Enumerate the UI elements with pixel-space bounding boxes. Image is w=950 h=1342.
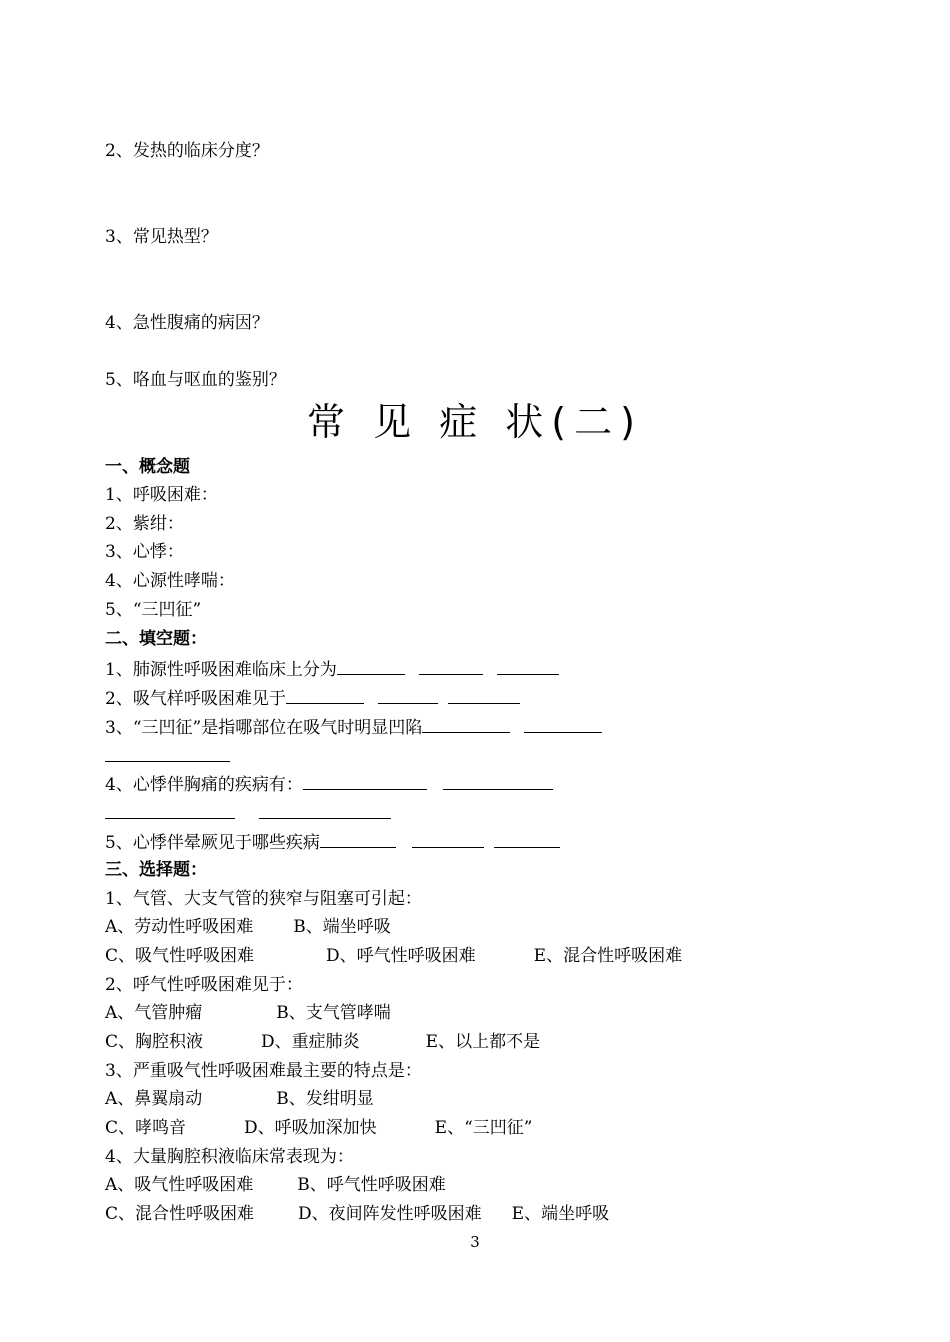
- fill-item: [105, 831, 560, 853]
- question-item: 2、发热的临床分度？: [105, 141, 269, 161]
- option-e[interactable]: E、以上都不是: [425, 1032, 541, 1052]
- fill-item: [105, 687, 520, 709]
- choice-options-row: [105, 917, 391, 937]
- question-item: 5、咯血与呕血的鉴别？: [105, 370, 286, 390]
- fill-continuation: [105, 802, 391, 824]
- choice-question-stem: 4、大量胸腔积液临床常表现为：: [105, 1147, 354, 1167]
- option-a[interactable]: A、劳动性呼吸困难: [105, 917, 254, 937]
- option-e[interactable]: E、端坐呼吸: [511, 1204, 610, 1224]
- fill-item-text: 2、吸气样呼吸困难见于: [105, 689, 286, 709]
- option-d[interactable]: D、重症肺炎: [261, 1032, 360, 1052]
- question-item: 4、急性腹痛的病因？: [105, 313, 269, 333]
- concept-item: 1、呼吸困难：: [105, 485, 218, 505]
- option-b[interactable]: B、支气管哮喘: [276, 1003, 391, 1023]
- section-heading: 二、填空题：: [105, 629, 207, 649]
- choice-question-stem: 2、呼气性呼吸困难见于：: [105, 975, 303, 995]
- option-b[interactable]: B、呼气性呼吸困难: [297, 1175, 446, 1195]
- option-a[interactable]: A、气管肿瘤: [105, 1003, 203, 1023]
- option-b[interactable]: B、端坐呼吸: [293, 917, 391, 937]
- option-d[interactable]: D、呼气性呼吸困难: [326, 946, 476, 966]
- fill-item-text: 3、“三凹征”是指哪部位在吸气时明显凹陷: [105, 718, 423, 738]
- concept-item: 3、心悸：: [105, 542, 184, 562]
- answer-blank[interactable]: [422, 716, 510, 733]
- answer-blank[interactable]: [105, 802, 235, 819]
- choice-question-stem: 3、严重吸气性呼吸困难最主要的特点是：: [105, 1061, 422, 1081]
- answer-blank[interactable]: [337, 658, 405, 675]
- fill-item: [105, 658, 559, 680]
- option-d[interactable]: D、夜间阵发性呼吸困难: [298, 1204, 482, 1224]
- answer-blank[interactable]: [303, 773, 427, 790]
- option-e[interactable]: E、“三凹征”: [434, 1118, 533, 1138]
- answer-blank[interactable]: [286, 687, 364, 704]
- choice-options-row: [105, 1204, 609, 1224]
- option-c[interactable]: C、哮鸣音: [105, 1118, 187, 1138]
- option-c[interactable]: C、吸气性呼吸困难: [105, 946, 255, 966]
- choice-options-row: [105, 1175, 446, 1195]
- concept-item: 5、“三凹征”: [105, 600, 202, 620]
- choice-options-row: [105, 1118, 532, 1138]
- option-c[interactable]: C、胸腔积液: [105, 1032, 204, 1052]
- fill-item: [105, 773, 553, 795]
- choice-question-stem: 1、气管、大支气管的狭窄与阻塞可引起：: [105, 889, 422, 909]
- option-a[interactable]: A、鼻翼扇动: [105, 1089, 203, 1109]
- choice-options-row: [105, 1089, 374, 1109]
- choice-options-row: [105, 1032, 540, 1052]
- page-title: 常 见 症 状(二): [307, 400, 643, 444]
- choice-options-row: [105, 946, 682, 966]
- concept-item: 4、心源性哮喘：: [105, 571, 235, 591]
- answer-blank[interactable]: [320, 831, 396, 848]
- question-item: 3、常见热型？: [105, 227, 218, 247]
- fill-item: [105, 716, 602, 738]
- answer-blank[interactable]: [497, 658, 559, 675]
- answer-blank[interactable]: [412, 831, 484, 848]
- option-c[interactable]: C、混合性呼吸困难: [105, 1204, 255, 1224]
- fill-item-text: 4、心悸伴胸痛的疾病有：: [105, 775, 303, 795]
- answer-blank[interactable]: [443, 773, 553, 790]
- fill-item-text: 1、肺源性呼吸困难临床上分为: [105, 660, 337, 680]
- answer-blank[interactable]: [105, 745, 230, 762]
- option-a[interactable]: A、吸气性呼吸困难: [105, 1175, 254, 1195]
- option-b[interactable]: B、发绀明显: [276, 1089, 374, 1109]
- section-heading: 三、选择题：: [105, 860, 207, 880]
- concept-item: 2、紫绀：: [105, 514, 184, 534]
- answer-blank[interactable]: [448, 687, 520, 704]
- answer-blank[interactable]: [378, 687, 438, 704]
- fill-continuation: [105, 745, 230, 767]
- option-d[interactable]: D、呼吸加深加快: [244, 1118, 377, 1138]
- fill-item-text: 5、心悸伴晕厥见于哪些疾病: [105, 833, 320, 853]
- answer-blank[interactable]: [524, 716, 602, 733]
- section-heading: 一、概念题: [105, 457, 190, 477]
- answer-blank[interactable]: [494, 831, 560, 848]
- choice-options-row: [105, 1003, 391, 1023]
- page-number: 3: [470, 1233, 480, 1251]
- answer-blank[interactable]: [259, 802, 391, 819]
- option-e[interactable]: E、混合性呼吸困难: [533, 946, 683, 966]
- answer-blank[interactable]: [419, 658, 483, 675]
